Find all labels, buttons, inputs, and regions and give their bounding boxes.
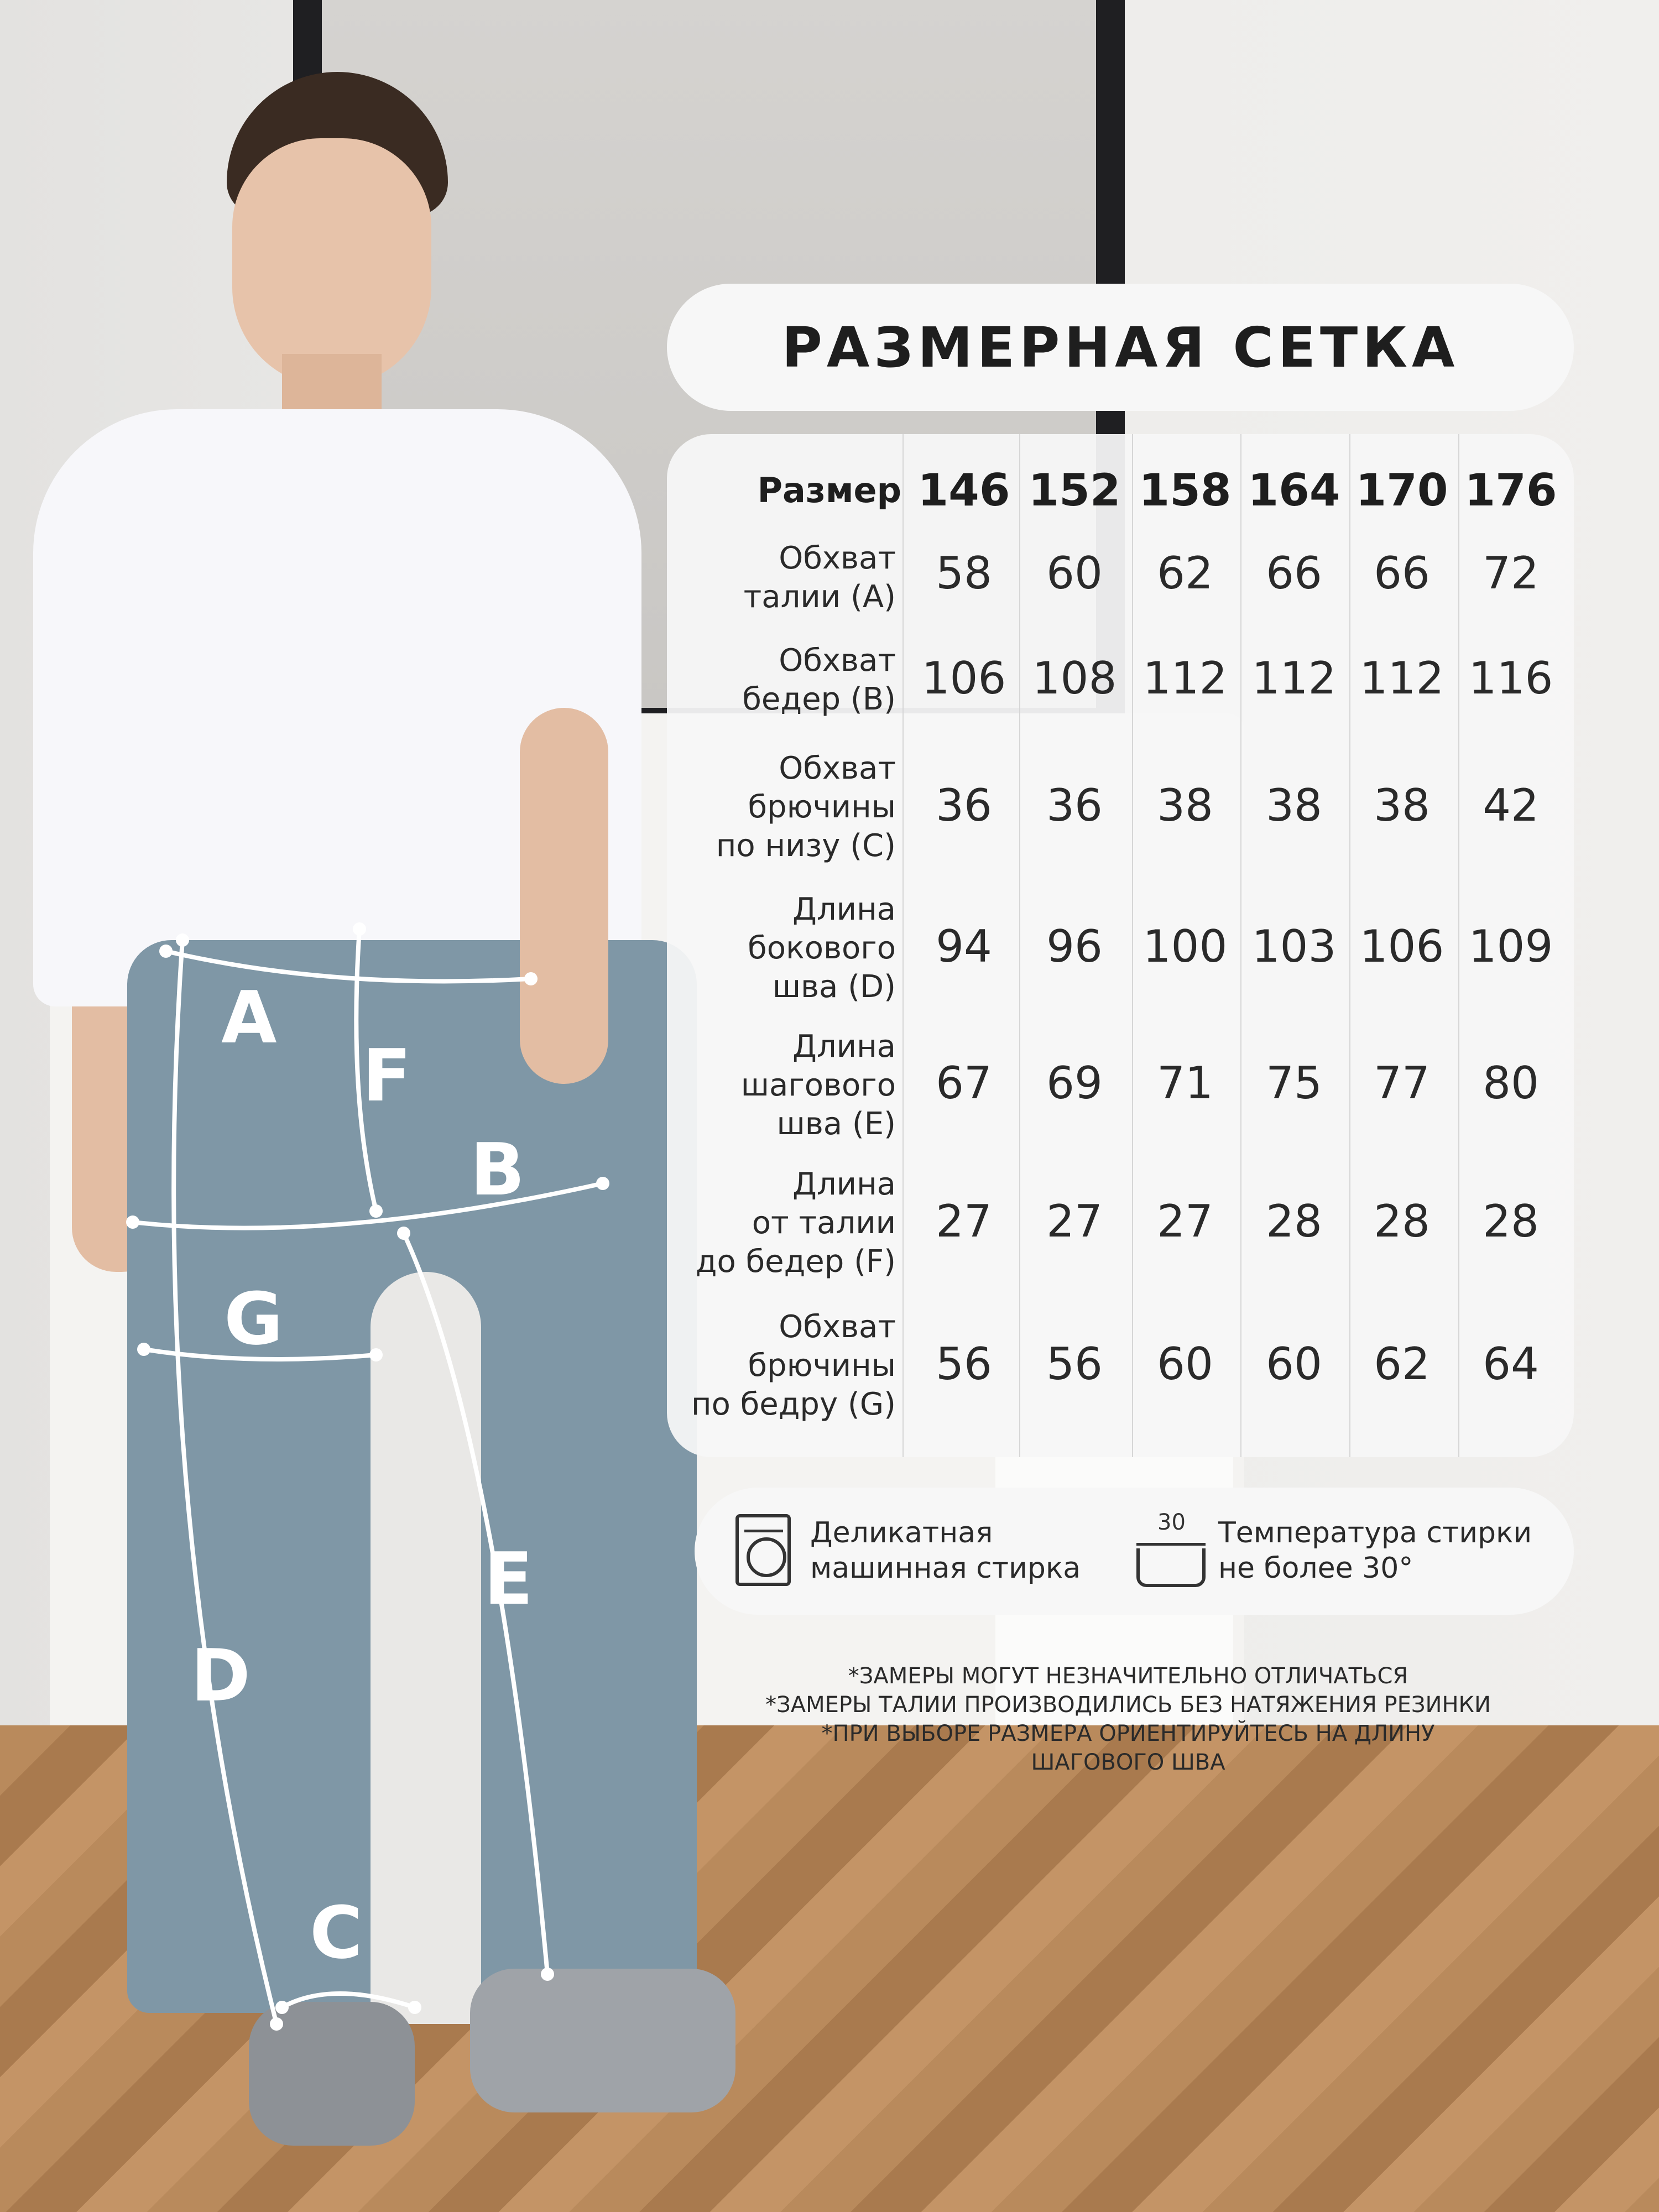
temperature-icon-label: 30 — [1157, 1510, 1186, 1535]
size-header: 164 — [1248, 465, 1340, 516]
row-label-line: Обхват — [779, 643, 896, 679]
table-cell: 27 — [1046, 1196, 1103, 1247]
row-label-rise — [675, 1165, 896, 1281]
measure-letter-f: F — [362, 1034, 411, 1118]
size-header: 170 — [1355, 465, 1448, 516]
care-text-line: Деликатная — [810, 1516, 993, 1550]
page-title: РАЗМЕРНАЯ СЕТКА — [781, 315, 1459, 380]
table-cell: 108 — [1032, 653, 1117, 704]
table-cell: 72 — [1483, 547, 1539, 599]
size-header: 176 — [1464, 465, 1557, 516]
row-label-line: Длина — [792, 891, 896, 927]
row-label-waist — [675, 539, 896, 617]
care-text-line: машинная стирка — [810, 1552, 1081, 1585]
row-label-line: Длина — [792, 1029, 896, 1065]
measure-letter-a: A — [221, 975, 277, 1060]
row-label-line: по низу (C) — [716, 828, 896, 864]
column-divider — [1019, 434, 1020, 1457]
size-header: 158 — [1139, 465, 1232, 516]
footnotes — [680, 1662, 1576, 1777]
table-cell: 64 — [1483, 1338, 1539, 1390]
row-label-line: брючины — [748, 789, 896, 825]
size-header: 152 — [1028, 465, 1121, 516]
table-cell: 77 — [1374, 1057, 1430, 1109]
footnote: *ЗАМЕРЫ ТАЛИИ ПРОИЗВОДИЛИСЬ БЕЗ НАТЯЖЕНИЯ РЕЗИНКИ — [765, 1692, 1491, 1718]
table-cell: 109 — [1468, 921, 1553, 972]
table-cell: 96 — [1046, 921, 1103, 972]
table-cell: 71 — [1157, 1057, 1213, 1109]
row-label-inseam — [675, 1027, 896, 1144]
table-cell: 80 — [1483, 1057, 1539, 1109]
table-cell: 100 — [1142, 921, 1228, 972]
table-cell: 27 — [936, 1196, 992, 1247]
table-cell: 27 — [1157, 1196, 1213, 1247]
row-label-line: шагового — [740, 1067, 896, 1103]
wash-temperature-icon — [1136, 1510, 1206, 1587]
table-cell: 112 — [1359, 653, 1444, 704]
row-label-line: бедер (B) — [742, 681, 896, 717]
waist-line-a — [166, 951, 531, 981]
table-cell: 75 — [1266, 1057, 1322, 1109]
row-label-thigh — [675, 1308, 896, 1424]
table-cell: 36 — [1046, 780, 1103, 831]
row-label-line: Обхват — [779, 540, 896, 576]
table-cell: 42 — [1483, 780, 1539, 831]
row-label-hips — [675, 641, 896, 719]
table-cell: 106 — [921, 653, 1006, 704]
leg-opening-line-c — [282, 1994, 415, 2007]
row-label-line: талии (A) — [743, 579, 896, 615]
table-cell: 58 — [936, 547, 992, 599]
table-cell: 112 — [1251, 653, 1337, 704]
row-label-line: от талии — [752, 1205, 896, 1241]
measure-letter-c: C — [310, 1891, 363, 1975]
row-label-line: Длина — [792, 1166, 896, 1202]
size-header: 146 — [917, 465, 1010, 516]
table-cell: 56 — [936, 1338, 992, 1390]
table-cell: 103 — [1251, 921, 1337, 972]
table-cell: 94 — [936, 921, 992, 972]
row-label-line: шва (D) — [772, 969, 896, 1005]
row-label-line: до бедер (F) — [695, 1244, 896, 1280]
table-cell: 56 — [1046, 1338, 1103, 1390]
care-text-line: не более 30° — [1218, 1552, 1413, 1585]
row-label-line: Обхват — [779, 1309, 896, 1345]
care-text-line: Температура стирки — [1218, 1516, 1532, 1550]
table-cell: 116 — [1468, 653, 1553, 704]
table-cell: 28 — [1266, 1196, 1322, 1247]
measure-letter-e: E — [484, 1537, 533, 1621]
table-cell: 106 — [1359, 921, 1444, 972]
table-cell: 112 — [1142, 653, 1228, 704]
table-cell: 62 — [1157, 547, 1213, 599]
table-cell: 38 — [1374, 780, 1430, 831]
footnote: ШАГОВОГО ШВА — [1031, 1750, 1225, 1775]
table-cell: 60 — [1157, 1338, 1213, 1390]
table-cell: 62 — [1374, 1338, 1430, 1390]
washing-machine-icon — [735, 1514, 791, 1586]
table-cell: 28 — [1374, 1196, 1430, 1247]
title-banner — [667, 284, 1574, 411]
row-label-line: Обхват — [779, 750, 896, 786]
table-cell: 67 — [936, 1057, 992, 1109]
table-cell: 36 — [936, 780, 992, 831]
temperature-text — [1218, 1515, 1532, 1586]
row-label-side-seam — [675, 890, 896, 1006]
row-label-line: шва (E) — [776, 1106, 896, 1142]
table-cell: 66 — [1374, 547, 1430, 599]
row-label-line: бокового — [748, 930, 896, 966]
row-label-line: по бедру (G) — [691, 1386, 896, 1422]
size-header-label: Размер — [757, 470, 901, 510]
side-seam-line-d — [174, 940, 276, 2024]
table-cell: 28 — [1483, 1196, 1539, 1247]
footnote: *ПРИ ВЫБОРЕ РАЗМЕРА ОРИЕНТИРУЙТЕСЬ НА ДЛИНУ — [821, 1721, 1435, 1746]
row-label-line: брючины — [748, 1348, 896, 1384]
table-cell: 38 — [1157, 780, 1213, 831]
delicate-wash-text — [810, 1515, 1081, 1586]
measure-letter-d: D — [191, 1634, 251, 1718]
hip-line-b — [133, 1183, 603, 1228]
table-cell: 60 — [1266, 1338, 1322, 1390]
measure-letter-g: G — [224, 1277, 283, 1361]
table-cell: 69 — [1046, 1057, 1103, 1109]
footnote: *ЗАМЕРЫ МОГУТ НЕЗНАЧИТЕЛЬНО ОТЛИЧАТЬСЯ — [848, 1663, 1408, 1689]
row-label-leg-opening — [675, 749, 896, 865]
column-divider — [902, 434, 904, 1457]
measure-letter-b: B — [470, 1128, 525, 1212]
table-cell: 38 — [1266, 780, 1322, 831]
table-cell: 66 — [1266, 547, 1322, 599]
table-cell: 60 — [1046, 547, 1103, 599]
